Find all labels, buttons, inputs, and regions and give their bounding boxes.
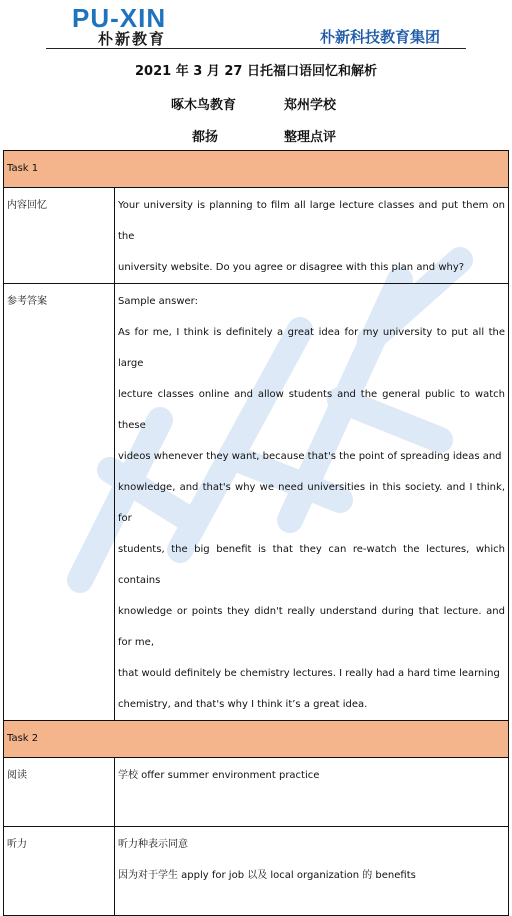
row-content	[115, 284, 509, 721]
content-line: 听力种表示同意	[118, 839, 188, 850]
table-row	[4, 758, 509, 827]
content-line: As for me, I think is definitely a great idea for my university to put all the large	[118, 327, 505, 369]
row-label: 阅读	[4, 758, 115, 827]
logo-subtitle: 朴新教育	[98, 30, 167, 48]
table-row	[4, 188, 509, 284]
content-line: that would definitely be chemistry lectures. I really had a hard time learning	[118, 668, 500, 679]
content-line: knowledge or points they didn't really understand during that lecture. and for me,	[118, 606, 505, 648]
page-title: 2021 年 3 月 27 日托福口语回忆和解析	[135, 64, 377, 79]
author-role: 整理点评	[284, 130, 337, 145]
content-line: university website. Do you agree or disagree with this plan and why?	[118, 262, 465, 273]
school-label: 啄木鸟教育	[171, 98, 237, 113]
table-row	[4, 827, 509, 916]
task-heading: Task 1	[4, 151, 509, 188]
row-label: 听力	[4, 827, 115, 916]
content-line: Sample answer:	[118, 296, 198, 307]
org-name: 朴新科技教育集团	[319, 28, 440, 46]
task-header-row	[4, 151, 509, 188]
row-label: 内容回忆	[4, 188, 115, 284]
content-line: lecture classes online and allow students and the general public to watch these	[118, 389, 505, 431]
content-line: students, the big benefit is that they can re-watch the lectures, which contains	[118, 544, 505, 586]
row-content	[115, 758, 509, 827]
content-line: knowledge, and that's why we need universities in this society. and I think, for	[118, 482, 505, 524]
row-label: 参考答案	[4, 284, 115, 721]
content-line: 学校 offer summer environment practice	[118, 770, 320, 781]
qa-table	[3, 150, 509, 916]
content-line: Your university is planning to film all large lecture classes and put them on the	[118, 200, 505, 242]
header-divider	[46, 48, 466, 49]
table-row	[4, 284, 509, 721]
content-line: 因为对于学生 apply for job 以及 local organization 的 benefits	[118, 870, 416, 881]
logo: PU-XIN	[72, 3, 167, 33]
content-line: videos whenever they want, because that's the point of spreading ideas and	[118, 451, 502, 462]
row-content	[115, 188, 509, 284]
content-line: chemistry, and that's why I think it’s a great idea.	[118, 699, 368, 710]
page-header	[0, 0, 512, 60]
author-name: 都扬	[192, 130, 219, 145]
task-heading: Task 2	[4, 721, 509, 758]
campus-label: 郑州学校	[284, 98, 337, 113]
task-header-row	[4, 721, 509, 758]
row-content	[115, 827, 509, 916]
